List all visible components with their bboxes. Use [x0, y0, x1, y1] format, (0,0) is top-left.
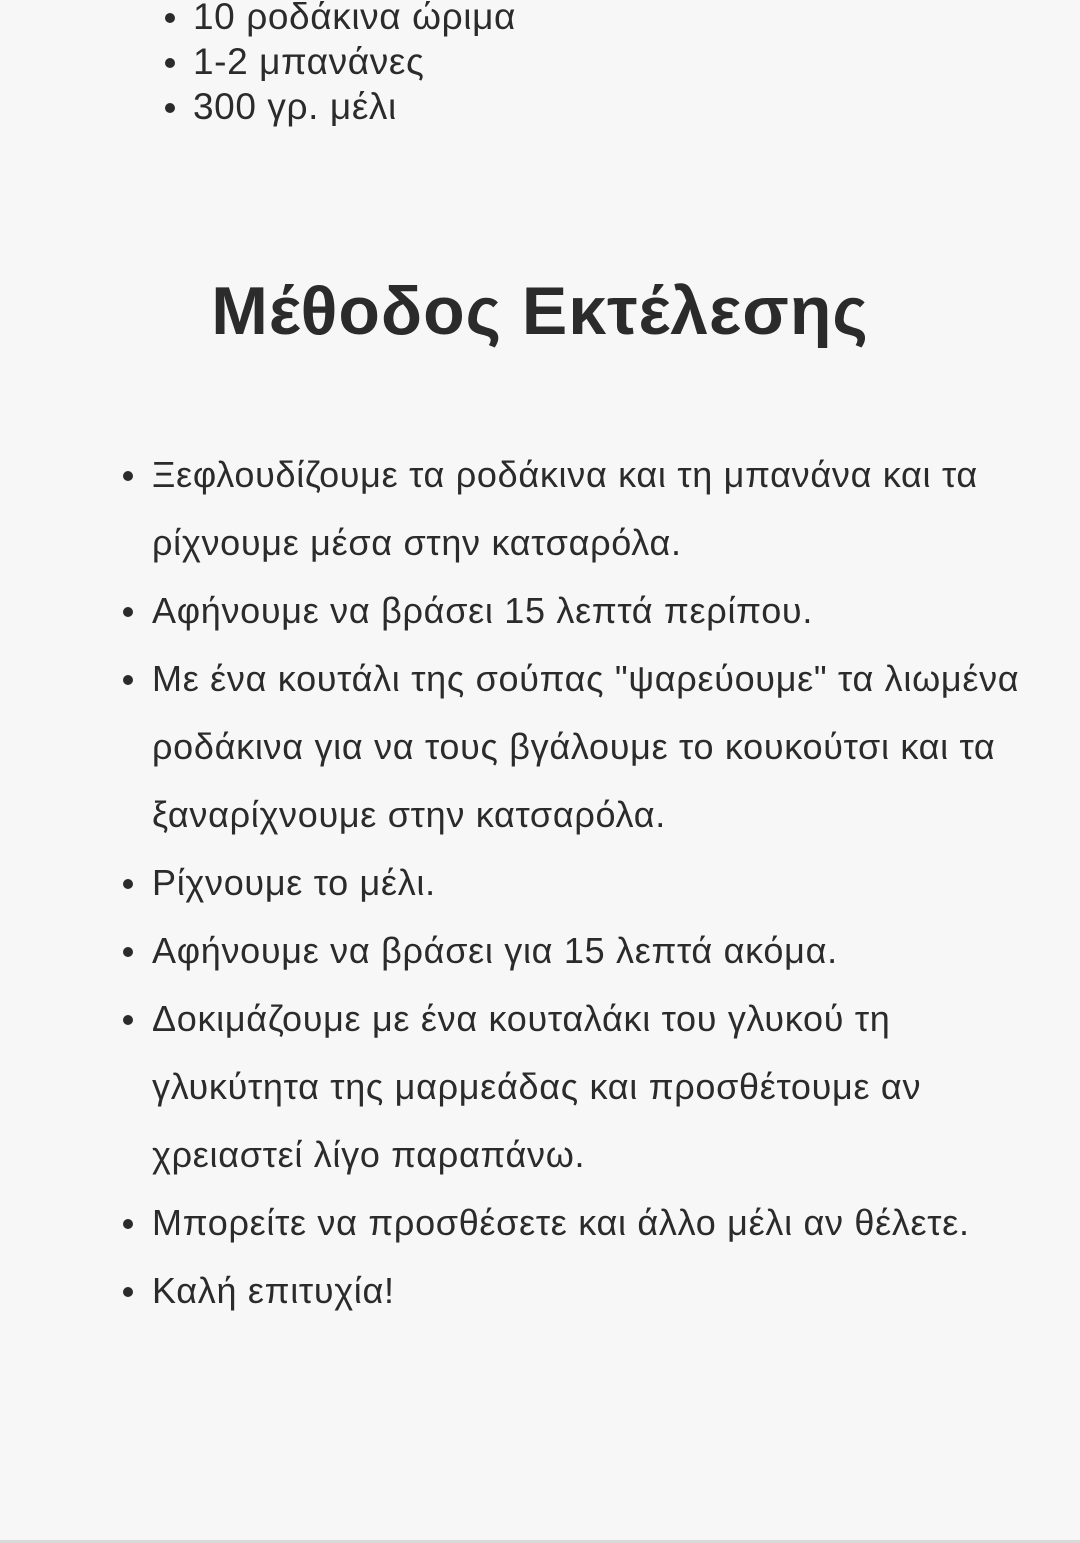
ingredients-list: [165, 0, 516, 129]
method-step: Αφήνουμε να βράσει για 15 λεπτά ακόμα.: [120, 917, 1050, 985]
method-step: Ξεφλουδίζουμε τα ροδάκινα και τη μπανάνα και τα ρίχνουμε μέσα στην κατσαρόλα.: [120, 441, 1050, 577]
method-step: Με ένα κουτάλι της σούπας "ψαρεύουμε" τα λιωμένα ροδάκινα για να τους βγάλουμε το κουκούτσι και τα ξαναρίχνουμε στην κατσαρόλα.: [120, 645, 1050, 849]
method-step: Αφήνουμε να βράσει 15 λεπτά περίπου.: [120, 577, 1050, 645]
method-heading: Μέθοδος Εκτέλεσης: [211, 273, 869, 349]
ingredient-item: 1-2 μπανάνες: [165, 39, 516, 84]
method-step: Καλή επιτυχία!: [120, 1257, 1050, 1325]
method-steps-list: [120, 441, 1050, 1325]
method-step: Μπορείτε να προσθέσετε και άλλο μέλι αν θέλετε.: [120, 1189, 1050, 1257]
ingredient-item: 10 ροδάκινα ώριμα: [165, 0, 516, 39]
method-step: Ρίχνουμε το μέλι.: [120, 849, 1050, 917]
ingredient-item: 300 γρ. μέλι: [165, 84, 516, 129]
method-step: Δοκιμάζουμε με ένα κουταλάκι του γλυκού τη γλυκύτητα της μαρμεάδας και προσθέτουμε αν χρειαστεί λίγο παραπάνω.: [120, 985, 1050, 1189]
